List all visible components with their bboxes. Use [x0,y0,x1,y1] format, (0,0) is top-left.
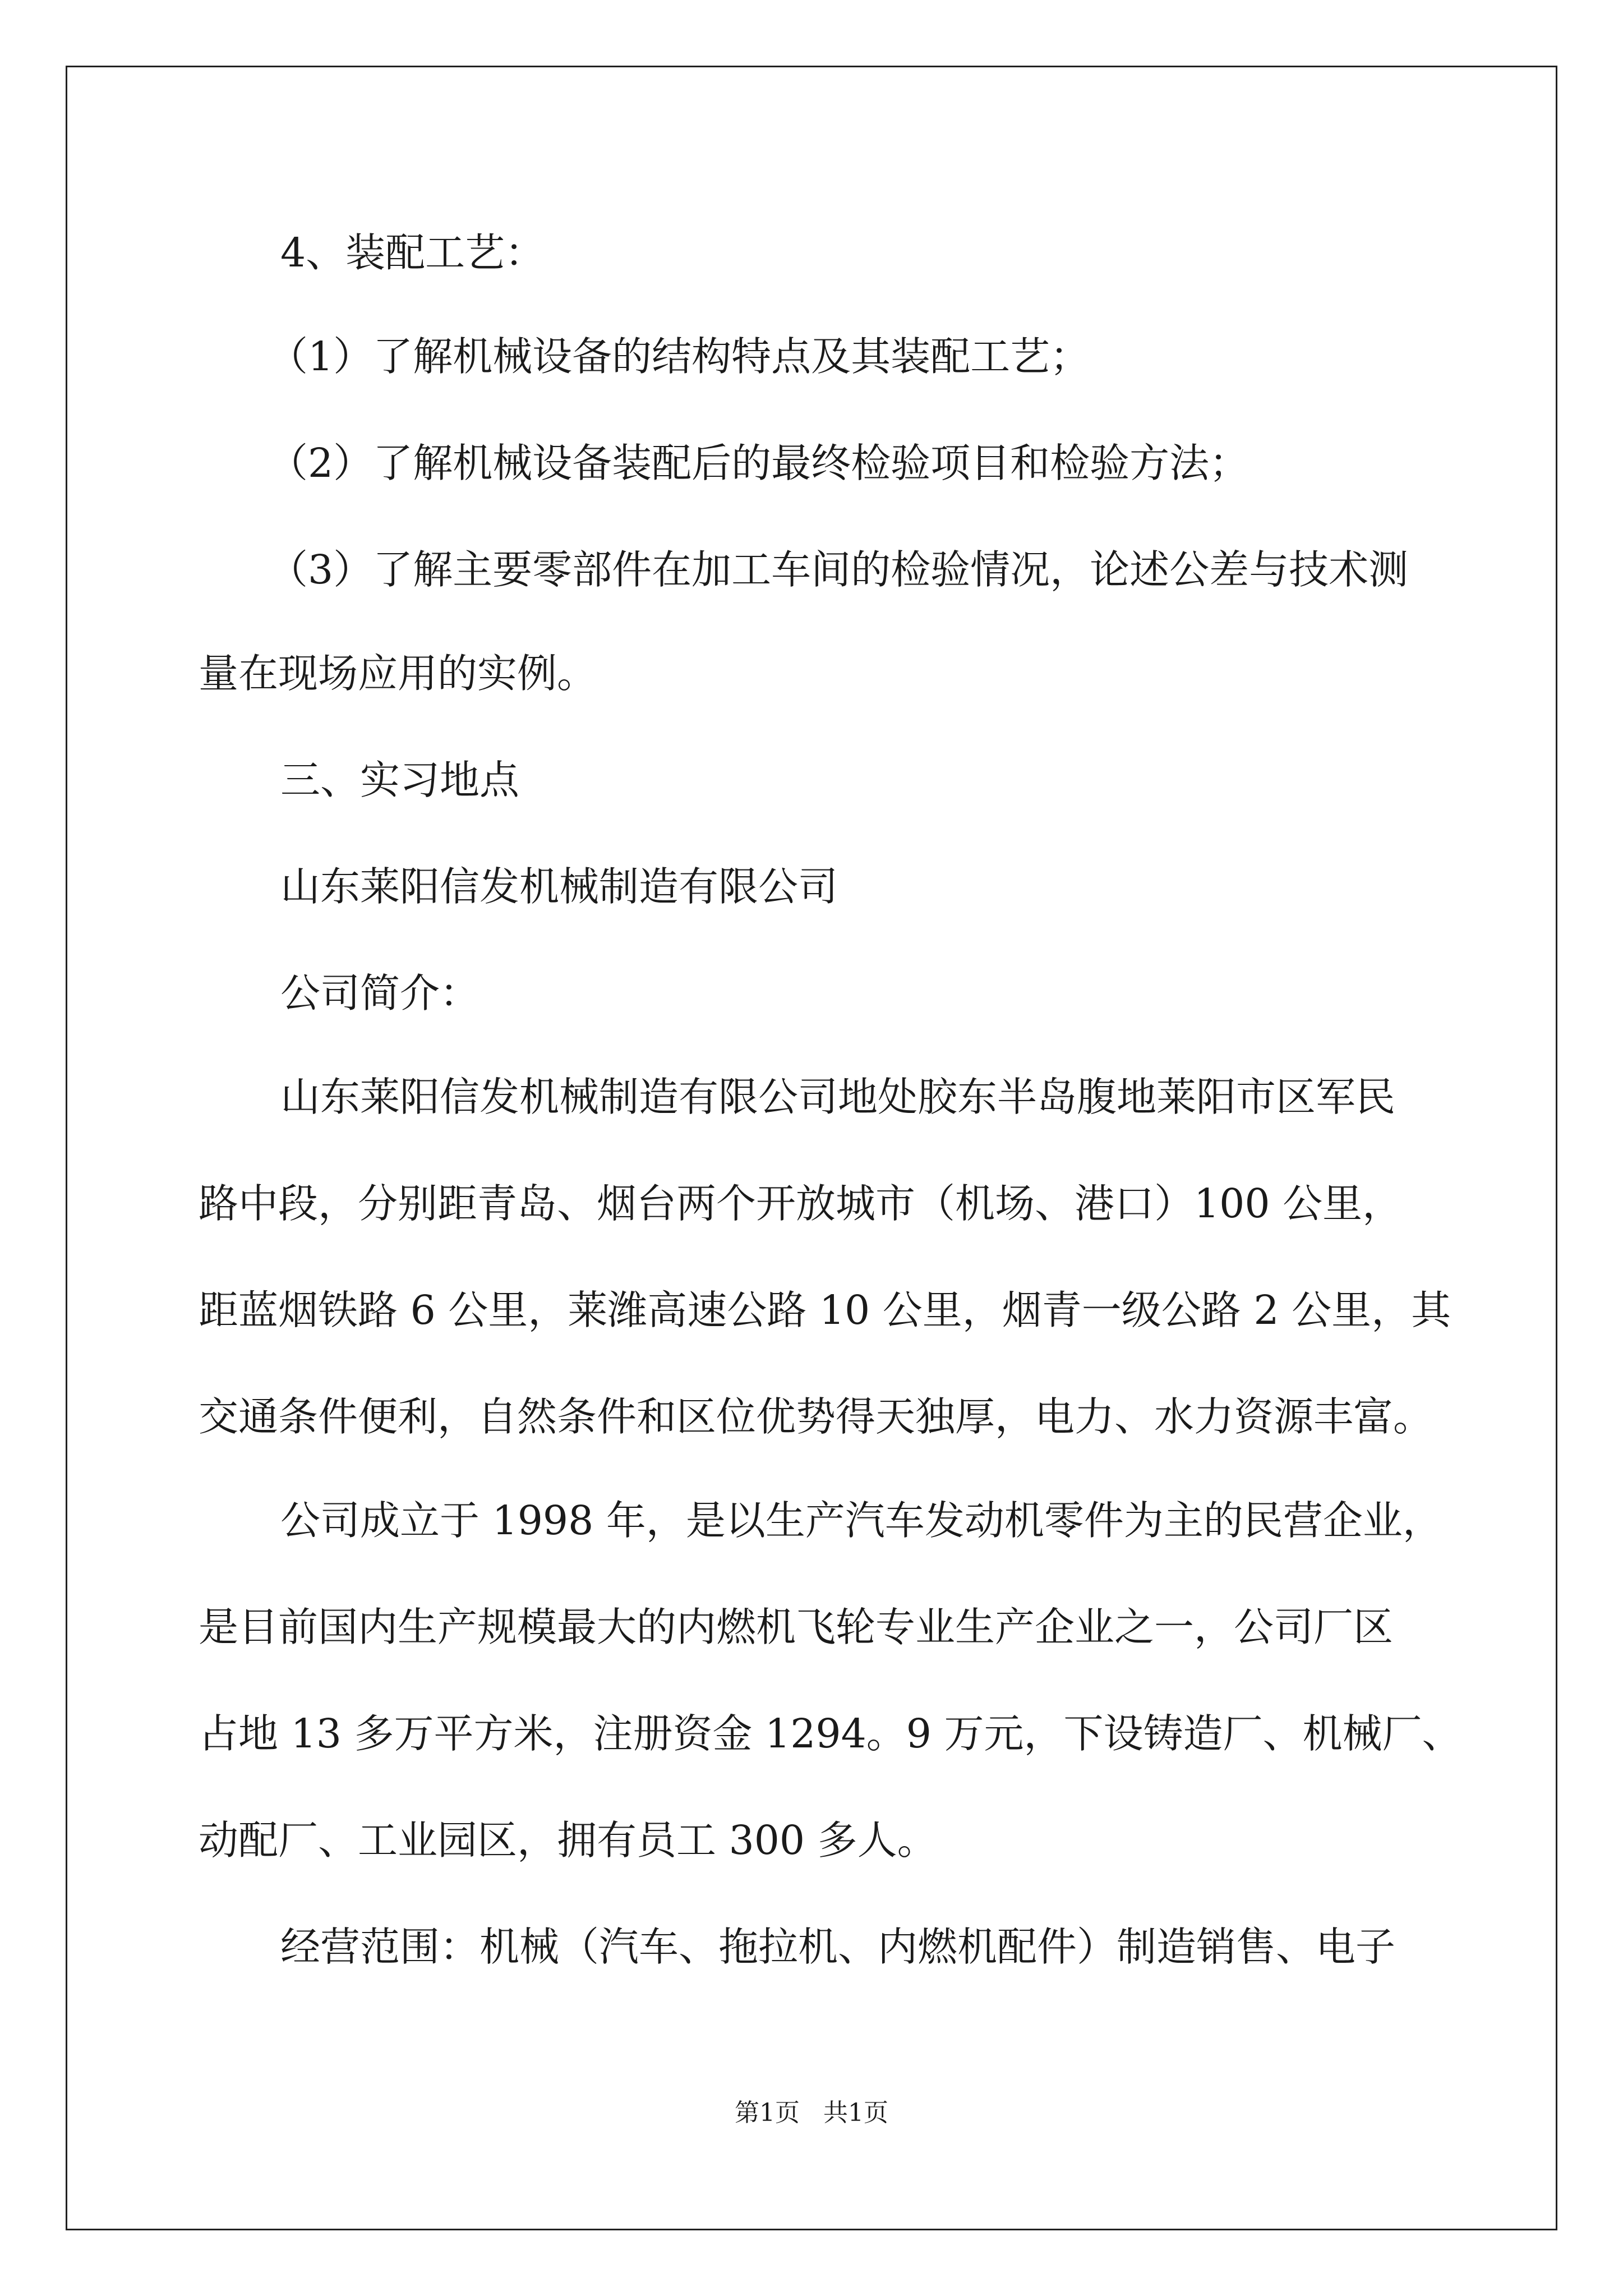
company-name: 山东莱阳信发机械制造有限公司 [280,863,838,910]
list-item-assembly-3-continued: 量在现场应用的实例。 [199,650,597,697]
paragraph-line: 动配厂、工业园区，拥有员工 300 多人。 [199,1817,937,1864]
paragraph-line: 距蓝烟铁路 6 公里，莱潍高速公路 10 公里，烟青一级公路 2 公里，其 [199,1287,1451,1333]
paragraph-line: 经营范围：机械（汽车、拖拉机、内燃机配件）制造销售、电子 [280,1924,1396,1970]
page-number: 第1页 共1页 [735,2099,888,2127]
paragraph-line: 公司成立于 1998 年，是以生产汽车发动机零件为主的民营企业， [280,1497,1442,1544]
paragraph-line: 占地 13 多万平方米，注册资金 1294。9 万元，下设铸造厂、机械厂、 [199,1710,1462,1757]
page-border [66,66,1557,2230]
list-item-assembly-3: （3）了解主要零部件在加工车间的检验情况，论述公差与技术测 [268,546,1409,593]
list-item-assembly-2: （2）了解机械设备装配后的最终检验项目和检验方法； [268,440,1249,486]
paragraph-line: 是目前国内生产规模最大的内燃机飞轮专业生产企业之一，公司厂区 [199,1604,1394,1650]
section-heading-assembly: 4、装配工艺： [280,229,545,276]
paragraph-line: 交通条件便利，自然条件和区位优势得天独厚，电力、水力资源丰富。 [199,1393,1433,1440]
paragraph-line: 山东莱阳信发机械制造有限公司地处胶东半岛腹地莱阳市区军民 [280,1074,1396,1120]
paragraph-line: 路中段，分别距青岛、烟台两个开放城市（机场、港口）100 公里， [199,1180,1403,1227]
section-heading-location: 三、实习地点 [280,757,520,803]
company-intro-heading: 公司简介： [280,970,480,1016]
list-item-assembly-1: （1）了解机械设备的结构特点及其装配工艺； [268,333,1090,380]
